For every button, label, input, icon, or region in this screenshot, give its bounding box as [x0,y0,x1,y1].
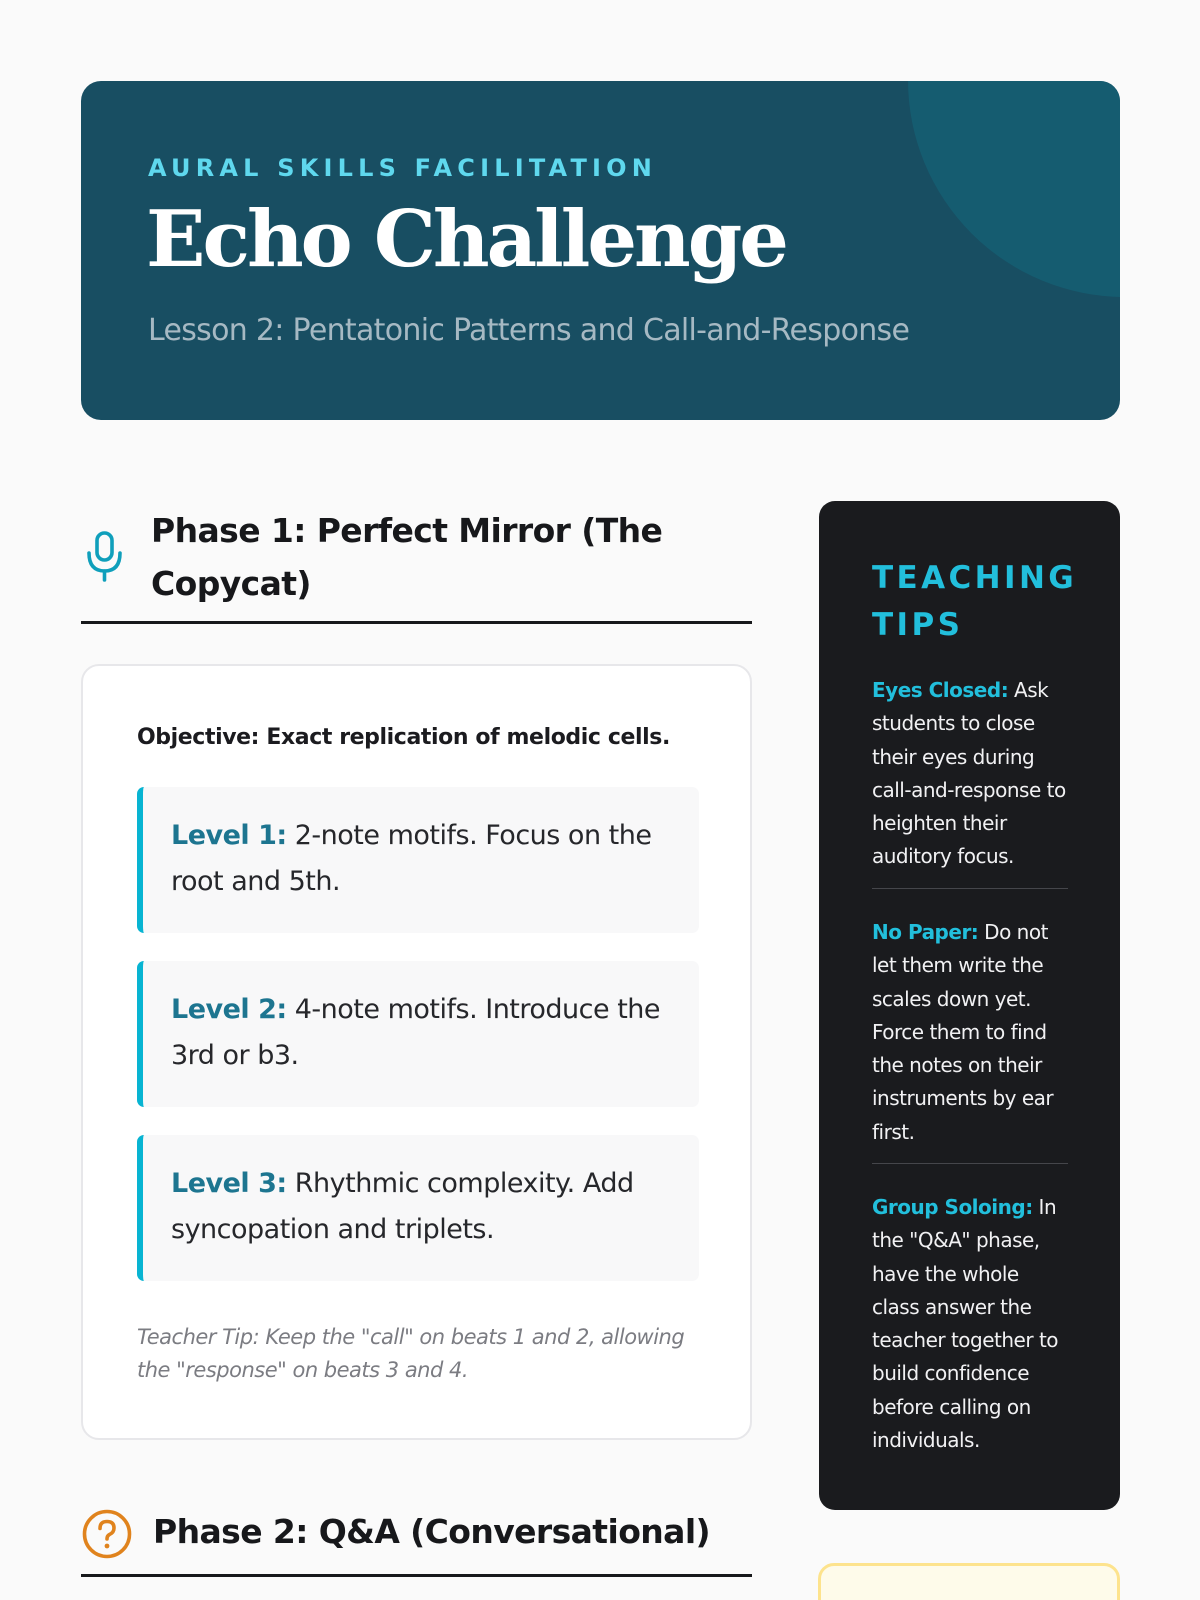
tip-item [872,674,1068,874]
level-text: Rhythmic complexity. Add syncopation and triplets. [171,1168,634,1245]
tip-label: Eyes Closed: [872,678,1009,702]
tip-text: In the "Q&A" phase, have the whole class answer the teacher together to build confidence before calling on individuals. [872,1195,1059,1453]
phase-1-title: Phase 1: Perfect Mirror (The Copycat) [151,511,663,603]
level-label: Level 1: [171,820,287,851]
phase-1-heading [81,503,752,624]
phase-1-objective: Objective: Exact replication of melodic cells. [137,725,670,750]
level-item [137,787,699,933]
tip-label: Group Soloing: [872,1195,1033,1219]
phase-1-card [81,664,752,1440]
hero-decorative-circle [908,81,1120,297]
tip-text: Do not let them write the scales down yet. Force them to find the notes on their instruments by ear first. [872,920,1054,1144]
teacher-tip-note: Teacher Tip: Keep the "call" on beats 1 and 2, allowing the "response" on beats 3 and 4. [137,1325,685,1382]
tip-item [872,1191,1068,1457]
hero-kicker: AURAL SKILLS FACILITATION [148,154,658,182]
tip-text: Ask students to close their eyes during call-and-response to heighten their auditory focus. [872,678,1066,869]
level-label: Level 2: [171,994,287,1025]
teaching-tips-panel [819,501,1120,1510]
page-title: Echo Challenge [146,194,786,285]
question-circle-icon [81,1508,133,1560]
phase-2-heading [81,1505,752,1577]
level-text: 4-note motifs. Introduce the 3rd or b3. [171,994,661,1071]
hero-banner [81,81,1120,420]
page-subtitle: Lesson 2: Pentatonic Patterns and Call-and-Response [148,313,910,348]
teaching-tips-title: TEACHING TIPS [872,560,1078,643]
tip-divider [872,888,1068,889]
level-item [137,961,699,1107]
tip-label: No Paper: [872,920,979,944]
tip-divider [872,1163,1068,1164]
level-item [137,1135,699,1281]
level-text: 2-note motifs. Focus on the root and 5th. [171,820,652,897]
note-box [818,1563,1120,1600]
phase-2-title: Phase 2: Q&A (Conversational) [153,1512,711,1551]
tip-item [872,916,1068,1149]
microphone-icon [81,528,129,584]
level-label: Level 3: [171,1168,287,1199]
